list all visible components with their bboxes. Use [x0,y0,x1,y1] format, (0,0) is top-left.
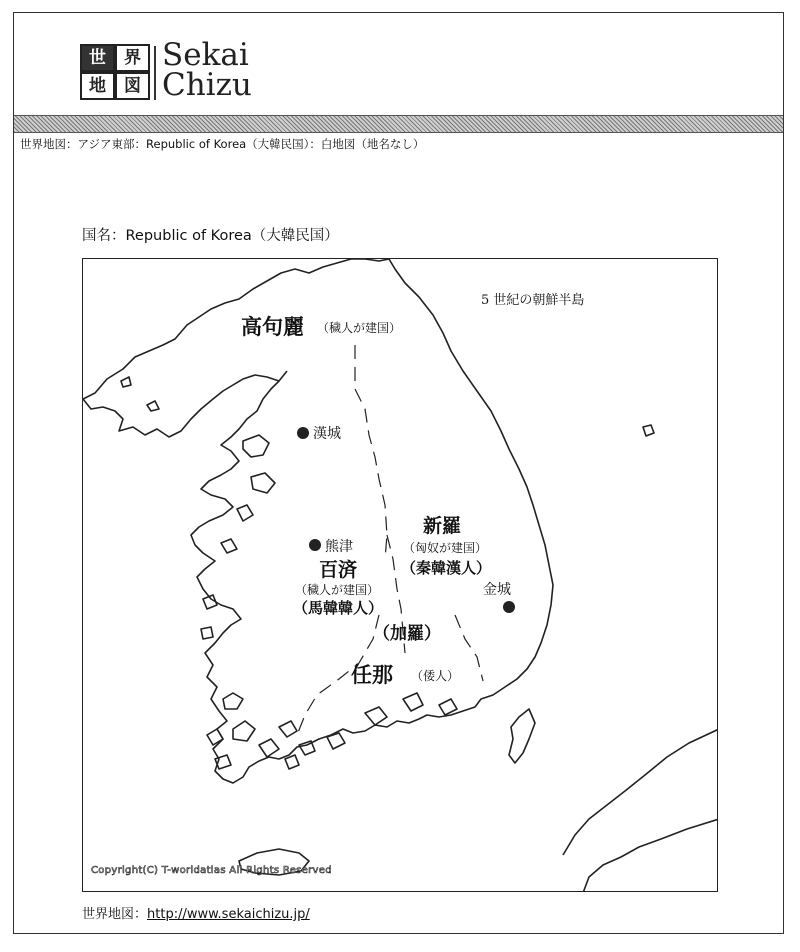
label-silla: 新羅 [423,515,462,537]
footer-site-link[interactable]: http://www.sekaichizu.jp/ [147,907,310,922]
logo-kanji-1: 世 [80,44,115,72]
map-panel [82,258,718,892]
label-gaya: （加羅） [373,624,441,644]
logo-kanji-2: 界 [115,44,150,72]
peninsula-coastline [83,259,553,783]
marker-ungjin [309,539,321,551]
label-silla-people: （秦韓漢人） [401,559,492,577]
label-baekje-people: （馬韓韓人） [293,599,384,617]
logo-divider [154,46,156,100]
label-ungjin: 熊津 [325,539,353,555]
breadcrumb: 世界地図：アジア東部：Republic of Korea（大韓民国）：白地図（地名なし） [20,137,425,151]
label-geumseong: 金城 [483,582,511,598]
label-baekje-note: （穢人が建国） [295,583,380,597]
logo-line-1: Sekai [162,37,249,73]
label-imna-note: （倭人） [411,669,460,683]
map-title: 5 世紀の朝鮮半島 [481,293,585,308]
logo-wordmark [162,37,252,103]
label-goguryeo-note: （穢人が建国） [317,321,402,335]
logo-kanji-3: 地 [80,72,115,100]
footer-prefix: 世界地図： [82,907,148,922]
label-baekje: 百済 [319,559,358,581]
logo-line-2: Chizu [162,67,252,103]
label-hanseong: 漢城 [313,426,341,442]
marker-geumseong [503,601,515,613]
logo-kanji-grid [80,44,148,100]
footer [82,903,310,922]
header-stripe-bar [14,115,783,133]
label-imna: 任那 [351,662,393,687]
goguryeo-border [355,345,387,559]
label-goguryeo: 高句麗 [241,314,304,339]
country-name-label: 国名：Republic of Korea（大韓民国） [82,228,339,244]
logo-kanji-4: 図 [115,72,150,100]
gaya-east-border [455,615,483,681]
map-copyright: Copyright(C) T-worldatlas All Rights Reserved [91,865,332,876]
label-silla-note: （匈奴が建国） [403,541,488,555]
marker-hanseong [297,427,309,439]
